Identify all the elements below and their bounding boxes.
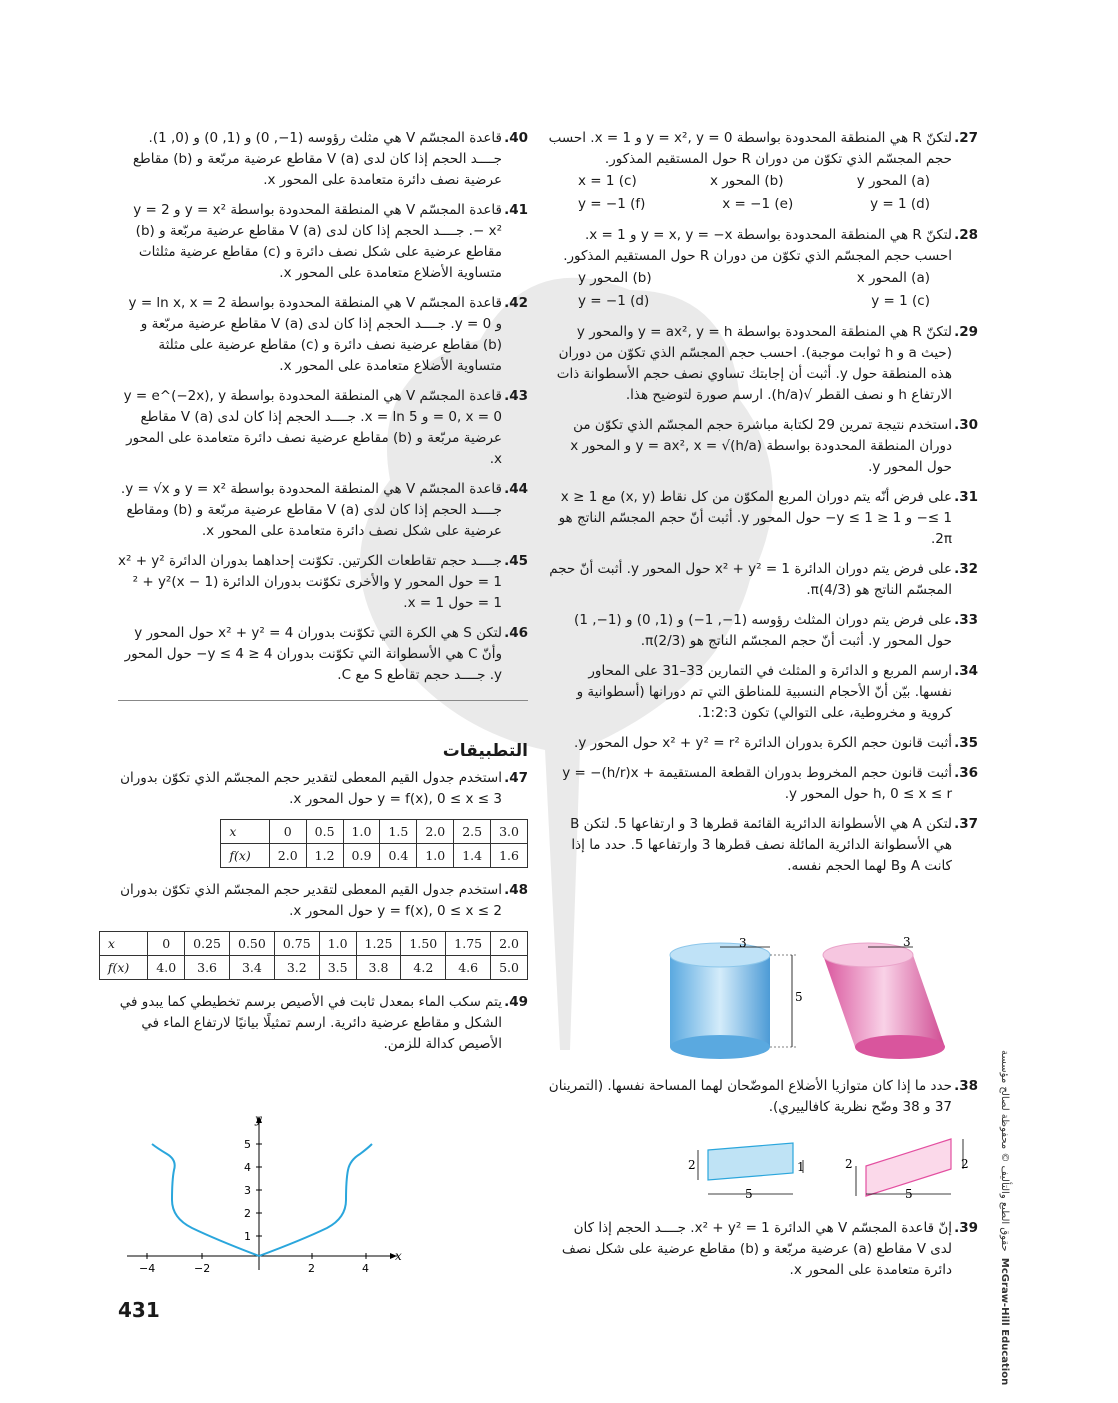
exercise-text: أثبت قانون حجم المخروط بدوران القطعة المستقيمة y = −(h/r)x + h, 0 ≤ x ≤ r حول المحور y. (562, 765, 952, 802)
exercise-35 (548, 733, 978, 754)
option: (c) x = 1 (578, 173, 637, 189)
table-row: f(x) 2.0 1.2 0.9 0.4 1.0 1.4 1.6 (221, 844, 528, 868)
parallelograms-figure (683, 1128, 983, 1207)
x-tick-label: −2 (194, 1262, 211, 1275)
table-row: x 0 0.25 0.50 0.75 1.0 1.25 1.50 1.75 2.0 (99, 932, 527, 956)
option: (b) المحور x (709, 173, 784, 189)
exercise-number: 40. (504, 130, 528, 146)
exercise-number: 37. (954, 816, 978, 832)
table-header: x (221, 820, 269, 844)
table-header: f(x) (221, 844, 269, 868)
exercise-number: 46. (504, 625, 528, 641)
exercise-text: قاعدة المجسّم V هي المنطقة المحدودة بواسطة y = e^(−2x), y = 0, x = 0 و x = ln 5. جــــد الحجم إذا كان لدى V (a) مقاطع عرضية مربّعة و (b) مقاطع عرضية نصف دائرة متعامدة على المحور x. (123, 388, 502, 467)
exercise-number: 43. (504, 388, 528, 404)
left-column (107, 128, 528, 1064)
vase-left-curve (152, 1144, 259, 1256)
right-column (548, 128, 978, 886)
table-row: x 0 0.5 1.0 1.5 2.0 2.5 3.0 (221, 820, 528, 844)
exercise-text: لتكن A هي الأسطوانة الدائرية القائمة قطرها 3 و ارتفاعها 5. لتكن B هي الأسطوانة الدائرية المائلة نصف قطرها 3 وارتفاعها 5. حدد ما إذا كانت A وB لهما الحجم نفسه. (570, 816, 952, 874)
exercise-number: 29. (954, 324, 978, 340)
exercise-text: استخدم جدول القيم المعطى لتقدير حجم المجسّم الذي تكوّن بدوران y = f(x), 0 ≤ x ≤ 2 حول المحور x. (120, 882, 502, 919)
exercise-text: لتكنّ R هي المنطقة المحدودة بواسطة y = x, y = −x و x = 1. احسب حجم المجسّم الذي تكوّن من دوران R حول المستقيم المذكور. (563, 227, 952, 264)
option: (f) y = −1 (578, 196, 646, 212)
exercise-40 (118, 128, 528, 191)
exercise-number: 38. (954, 1078, 978, 1094)
table-48 (99, 931, 528, 980)
exercise-number: 35. (954, 735, 978, 751)
exercise-number: 31. (954, 489, 978, 505)
parallelogram-a-base: 5 (745, 1187, 753, 1201)
page-number: 431 (118, 1298, 160, 1322)
exercise-number: 48. (504, 882, 528, 898)
cylinders-figure (665, 935, 965, 1079)
exercise-text: استخدم نتيجة تمرين 29 لكتابة مباشرة حجم المجسّم الذي تكوّن من دوران المنطقة المحدودة بواسطة y = ax², x = √(h/a) و المحور x حول المحور y. (570, 417, 952, 475)
option: (b) المحور y (578, 270, 652, 286)
cylinder-b-radius: 3 (903, 935, 911, 949)
option: (e) x = −1 (722, 196, 794, 212)
exercise-number: 39. (954, 1220, 978, 1236)
exercise-text: على فرض يتم دوران الدائرة x² + y² = 1 حول المحور y. أثبت أنّ حجم المجسّم الناتج هو (4/3)π. (549, 561, 952, 598)
y-tick-label: 1 (244, 1230, 251, 1243)
section-title: التطبيقات (442, 741, 528, 761)
exercise-number: 30. (954, 417, 978, 433)
section-divider (118, 700, 528, 701)
x-tick-label: 2 (308, 1262, 315, 1275)
vase-right-curve (259, 1144, 372, 1256)
exercise-text: جــــد حجم تقاطعات الكرتين. تكوّنت إحداهما بدوران الدائرة x² + y² = 1 حول المحور y والأخرى تكوّنت بدوران الدائرة (x − 1)² + y² = 1 حول x = 1. (118, 553, 502, 611)
publisher-name: McGraw-Hill Education (999, 1257, 1010, 1386)
exercise-43 (118, 386, 528, 470)
parallelogram-a (708, 1143, 793, 1180)
y-tick-label: 3 (244, 1184, 251, 1197)
exercise-text: استخدم جدول القيم المعطى لتقدير حجم المجسّم الذي تكوّن بدوران y = f(x), 0 ≤ x ≤ 3 حول المحور x. (120, 770, 502, 807)
exercise-text: على فرض أنّه يتم دوران المربع المكوّن من كل نقاط (x, y) مع 1 ≤ x ≤ 1− و 1 ≤ y ≤ 1− حول المحور y. أثبت أنّ حجم المجسّم الناتج هو 2π. (558, 489, 952, 547)
right-column-bottom (548, 1218, 978, 1290)
exercise-text: إنّ قاعدة المجسّم V هي الدائرة x² + y² = 1. جــــد الحجم إذا كان لدى V مقاطع (a) عرضية مربّعة و (b) مقاطع عرضية على شكل نصف دائرة متعامدة على المحور x. (561, 1220, 952, 1278)
exercise-number: 36. (954, 765, 978, 781)
cylinder-height: 5 (795, 990, 803, 1004)
exercise-33 (548, 610, 978, 652)
exercise-42 (118, 293, 528, 377)
exercise-36 (548, 763, 978, 805)
cylinder-a (670, 943, 770, 1059)
right-column-lower (548, 1076, 978, 1127)
exercise-text: لتكنّ R هي المنطقة المحدودة بواسطة y = ax², y = h والمحور y (حيث a و h ثوابت موجبة). احسب حجم المجسّم الذي تكوّن من دوران هذه المنطقة حول y. أثبت أن إجابتك تساوي نصف حجم الأسطوانة ذات الارتفاع h و نصف القطر √(h/a). ارسم صورة لتوضيح هذا. (556, 324, 952, 403)
x-tick-label: −4 (139, 1262, 156, 1275)
exercise-text: قاعدة المجسّم V هي المنطقة المحدودة بواسطة y = ln x, x = 2 و y = 0. جــــد الحجم إذا كان لدى V (a) مقاطع عرضية مربّعة و (b) مقاطع عرضية نصف دائرة و (c) مقاطع عرضية على مثلثة متساوية الأضلاع متعامدة على المحور x. (128, 295, 502, 374)
exercise-34 (548, 661, 978, 724)
exercise-text: قاعدة المجسّم V هي مثلث رؤوسه (1−, 0) و (1, 0) و (0, 1). جــــد الحجم إذا كان لدى V (a) مقاطع عرضية مربّعة و (b) مقاطع عرضية نصف دائرة متعامدة على المحور x. (132, 130, 502, 188)
x-axis-label: x (395, 1249, 402, 1263)
cylinder-b (823, 943, 945, 1059)
exercise-39 (548, 1218, 978, 1281)
exercise-38 (548, 1076, 978, 1118)
exercise-number: 41. (504, 202, 528, 218)
exercise-44 (118, 479, 528, 542)
y-tick-label: 5 (244, 1138, 251, 1151)
exercise-30 (548, 415, 978, 478)
exercise-text: أثبت قانون حجم الكرة بدوران الدائرة x² + y² = r² حول المحور y. (574, 735, 952, 751)
exercise-48 (118, 880, 528, 922)
option: (d) y = −1 (578, 293, 650, 309)
x-tick-label: 4 (362, 1262, 369, 1275)
exercise-46 (118, 623, 528, 686)
copyright-text: حقوق الطبع والتأليف © محفوظة لصالح مؤسسة (999, 1050, 1010, 1252)
exercise-49 (118, 992, 528, 1055)
exercise-text: قاعدة المجسّم V هي المنطقة المحدودة بواسطة y = x² و y = 2 − x². جــــد الحجم إذا كان لدى V (a) مقاطع عرضية مربّعة و (b) مقاطع عرضية على شكل نصف دائرة و (c) مقاطع عرضية مثلثات متساوية الأضلاع متعامدة على المحور x. (133, 202, 502, 281)
option: (a) المحور y (856, 173, 930, 189)
exercise-text: على فرض يتم دوران المثلث رؤوسه (1−, 1−) و (1, 0) و (1−, 1) حول المحور y. أثبت أنّ حجم المجسّم الناتج هو (2/3)π. (574, 612, 952, 649)
exercise-text: يتم سكب الماء بمعدل ثابت في الأصيص برسم تخطيطي كما يبدو في الشكل و مقاطع عرضية دائرية. ارسم تمثيلًا بيانيًا لارتفاع الماء في الأصيص كدالة للزمن. (119, 994, 502, 1052)
option: (a) المحور x (856, 270, 930, 286)
exercise-number: 47. (504, 770, 528, 786)
exercise-text: لتكنّ R هي المنطقة المحدودة بواسطة y = x², y = 0 و x = 1. احسب حجم المجسّم الذي تكوّن من دوران R حول المستقيم المذكور. (548, 130, 952, 167)
exercise-text: حدد ما إذا كان متوازيا الأضلاع الموضّحان لهما المساحة نفسها. (التمرينان 37 و 38 وضّح نظرية كافالييري). (548, 1078, 952, 1115)
exercise-27 (548, 128, 978, 216)
exercise-text: ارسم المربع و الدائرة و المثلث في التمارين 33–31 على المحاور نفسها. بيّن أنّ الأحجام النسبية للمناطق التي تم دورانها (أسطوانية و كروية و مخروطية، على التوالي) تكون 1:2:3. (576, 663, 952, 721)
side-credit (999, 1050, 1020, 1386)
table-47 (220, 819, 528, 868)
table-header: x (99, 932, 147, 956)
exercise-31 (548, 487, 978, 550)
exercise-number: 44. (504, 481, 528, 497)
exercise-32 (548, 559, 978, 601)
exercise-text: قاعدة المجسّم V هي المنطقة المحدودة بواسطة y = x² و y = √x. جــــد الحجم إذا كان لدى V (a) مقاطع عرضية مربّعة و (b) ومقاطع عرضية على شكل نصف دائرة متعامدة على المحور x. (120, 481, 502, 539)
y-axis-label: y (255, 1112, 262, 1126)
exercise-number: 49. (504, 994, 528, 1010)
parallelogram-a-left: 2 (688, 1158, 696, 1172)
exercise-number: 34. (954, 663, 978, 679)
exercise-number: 32. (954, 561, 978, 577)
y-tick-label: 4 (244, 1161, 251, 1174)
parallelogram-b-left: 2 (845, 1157, 853, 1171)
exercise-number: 42. (504, 295, 528, 311)
exercise-number: 28. (954, 227, 978, 243)
parallelogram-b-right: 2 (961, 1157, 969, 1171)
cylinder-a-radius: 3 (739, 936, 747, 950)
table-header: f(x) (99, 956, 147, 980)
exercise-37 (548, 814, 978, 877)
exercise-number: 45. (504, 553, 528, 569)
exercise-29 (548, 322, 978, 406)
parallelogram-a-right: 1 (797, 1160, 805, 1174)
y-tick-label: 2 (244, 1207, 251, 1220)
option: (c) y = 1 (871, 293, 930, 309)
exercise-45 (118, 551, 528, 614)
exercise-41 (118, 200, 528, 284)
exercise-28 (548, 225, 978, 313)
exercise-text: لتكن S هي الكرة التي تكوّنت بدوران x² + y² = 4 حول المحور y وأنّ C هي الأسطوانة التي تكوّنت بدوران 4 ≤ y ≤ 4− حول المحور y. جــــد حجم تقاطع S مع C. (124, 625, 502, 683)
exercise-number: 33. (954, 612, 978, 628)
exercise-47 (118, 768, 528, 810)
parallelogram-b-base: 5 (905, 1187, 913, 1201)
vase-graph (122, 1110, 412, 1284)
table-row: f(x) 4.0 3.6 3.4 3.2 3.5 3.8 4.2 4.6 5.0 (99, 956, 527, 980)
option: (d) y = 1 (870, 196, 930, 212)
exercise-number: 27. (954, 130, 978, 146)
